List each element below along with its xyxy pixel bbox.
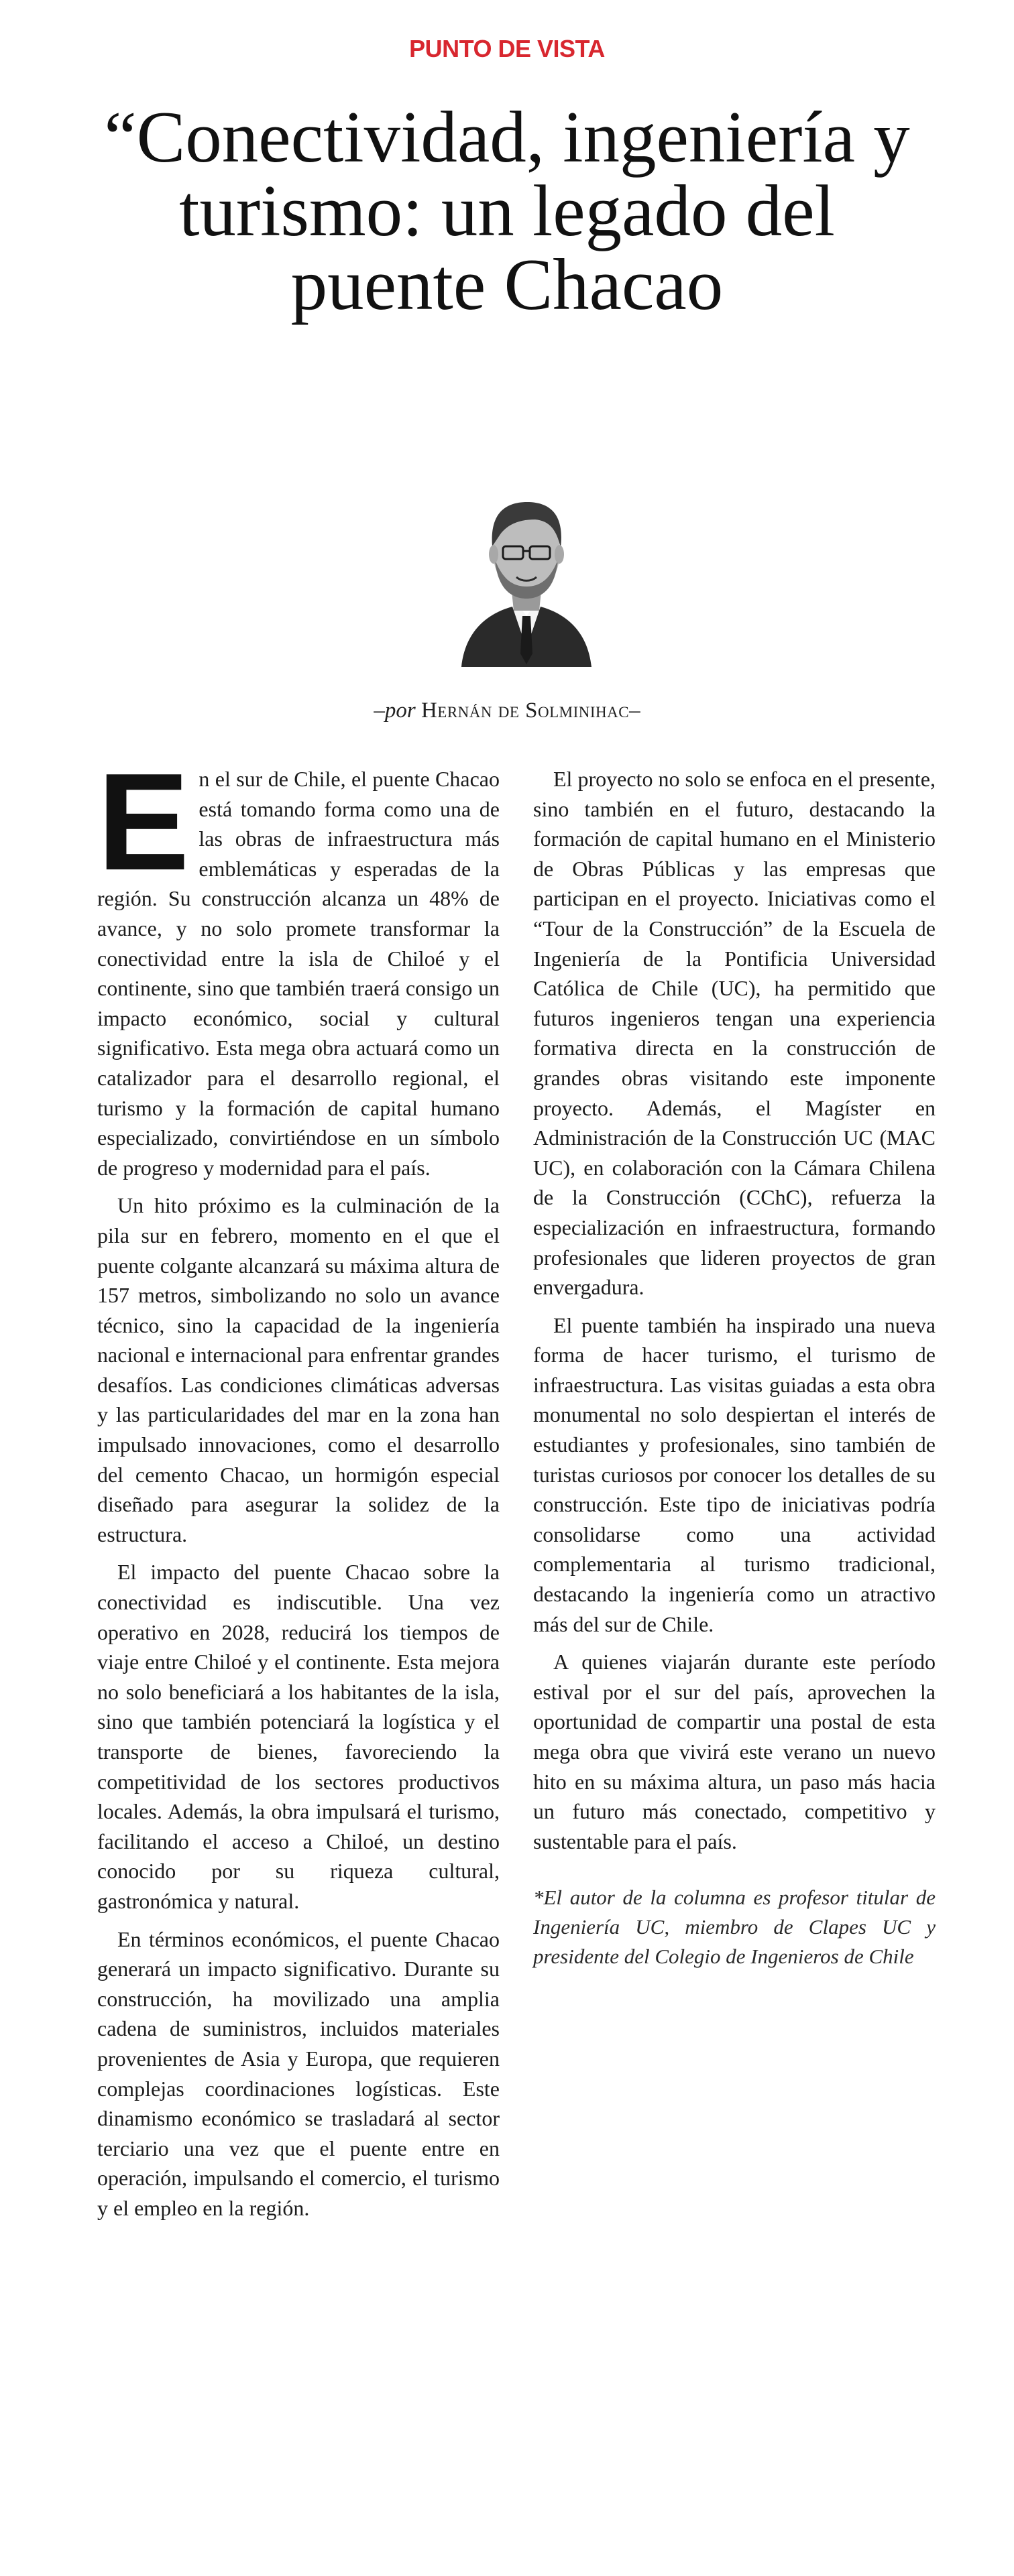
article-paragraph: El proyecto no solo se enfoca en el presente, sino también en el futuro, destacando la formación de capital humano en el Ministerio de Obras Públicas y las empresas que participan en el proyecto. Iniciativas como el “Tour de la Construcción” de la Escuela de Ingeniería de la Pontificia Universidad Católica de Chile (UC), ha permitido que futuros ingenieros tengan una experiencia formativa directa en la construcción de grandes obras visitando este imponente proyecto. Además, el Magíster en Administración de la Construcción UC (MAC UC), en colaboración con la Cámara Chilena de la Construcción (CChC), refuerza la especialización en infraestructura, formando profesionales que lideren proyectos de gran envergadura. <box>533 767 936 1300</box>
article-paragraph <box>97 745 500 1182</box>
article-column-right <box>533 764 936 1971</box>
byline-prefix: –por <box>374 698 416 723</box>
author-name: Hernán de Solminihac <box>420 698 630 723</box>
article-paragraph: El puente también ha inspirado una nueva forma de hacer turismo, el turismo de infraestructura. Las visitas guiadas a esta obra monumental no solo despiertan el interés de estudiantes y profesionales, sino también de turistas curiosos por conocer los detalles de su construcción. Este tipo de iniciativas podría consolidarse como una actividad complementaria al turismo tradicional, destacando la ingeniería como un atractivo más del sur de Chile. <box>533 1312 936 1636</box>
byline <box>0 698 1014 723</box>
author-portrait <box>456 473 597 667</box>
drop-cap: E <box>97 745 190 899</box>
article-paragraph: Un hito próximo es la culminación de la pila sur en febrero, momento en el que el puente colgante alcanzará su máxima altura de 157 metros, simbolizando no solo un avance técnico, sino la capacidad de la ingeniería nacional e internacional para enfrentar grandes desafíos. Las condiciones climáticas adversas y las particularidades del mar en la zona han impulsado innovaciones, como el desarrollo del cemento Chacao, un hormigón especial diseñado para asegurar la solidez de la estructura. <box>97 1193 500 1546</box>
section-label: PUNTO DE VISTA <box>409 35 605 62</box>
headline: “Conectividad, ingeniería y turismo: un legado del puente Chacao <box>104 97 910 325</box>
author-footnote: *El autor de la columna es profesor titular de Ingeniería UC, miembro de Clapes UC y presidente del Colegio de Ingenieros de Chile <box>533 1886 936 1969</box>
paragraph-text: n el sur de Chile, el puente Chacao está tomando forma como una de las obras de infraestructura más emblemáticas y esperadas de la región. Su construcción alcanza un 48% de avance, y no solo promete transformar la conectividad entre la isla de Chiloé y el continente, sino que también traerá consigo un impacto económico, social y cultural significativo. Esta mega obra actuará como un catalizador para el desarrollo regional, el turismo y la formación de capital humano especializado, convirtiéndose en un símbolo de progreso y modernidad para el país. <box>97 767 500 1180</box>
article-column-left <box>97 745 500 2231</box>
byline-suffix: – <box>629 698 640 723</box>
article-paragraph: El impacto del puente Chacao sobre la conectividad es indiscutible. Una vez operativo en 2028, reducirá los tiempos de viaje entre Chiloé y el continente. Esta mejora no solo beneficiará a los habitantes de la isla, sino que también potenciará la logística y el transporte de bienes, favoreciendo la competitividad de los sectores productivos locales. Además, la obra impulsará el turismo, facilitando el acceso a Chiloé, un destino conocido por su riqueza cultural, gastronómica y natural. <box>97 1560 500 1913</box>
article-paragraph: A quienes viajarán durante este período estival por el sur del país, aprovechen la oportunidad de compartir una postal de esta mega obra que vivirá este verano un nuevo hito en su máxima altura, un paso más hacia un futuro más conectado, competitivo y sustentable para el país. <box>533 1650 936 1853</box>
article-paragraph: En términos económicos, el puente Chacao generará un impacto significativo. Durante su construcción, ha movilizado una amplia cadena de suministros, incluidos materiales provenientes de Asia y Europa, que requieren complejas coordinaciones logísticas. Este dinamismo económico se trasladará al sector terciario una vez que el puente entre en operación, impulsando el comercio, el turismo y el empleo en la región. <box>97 1926 500 2220</box>
